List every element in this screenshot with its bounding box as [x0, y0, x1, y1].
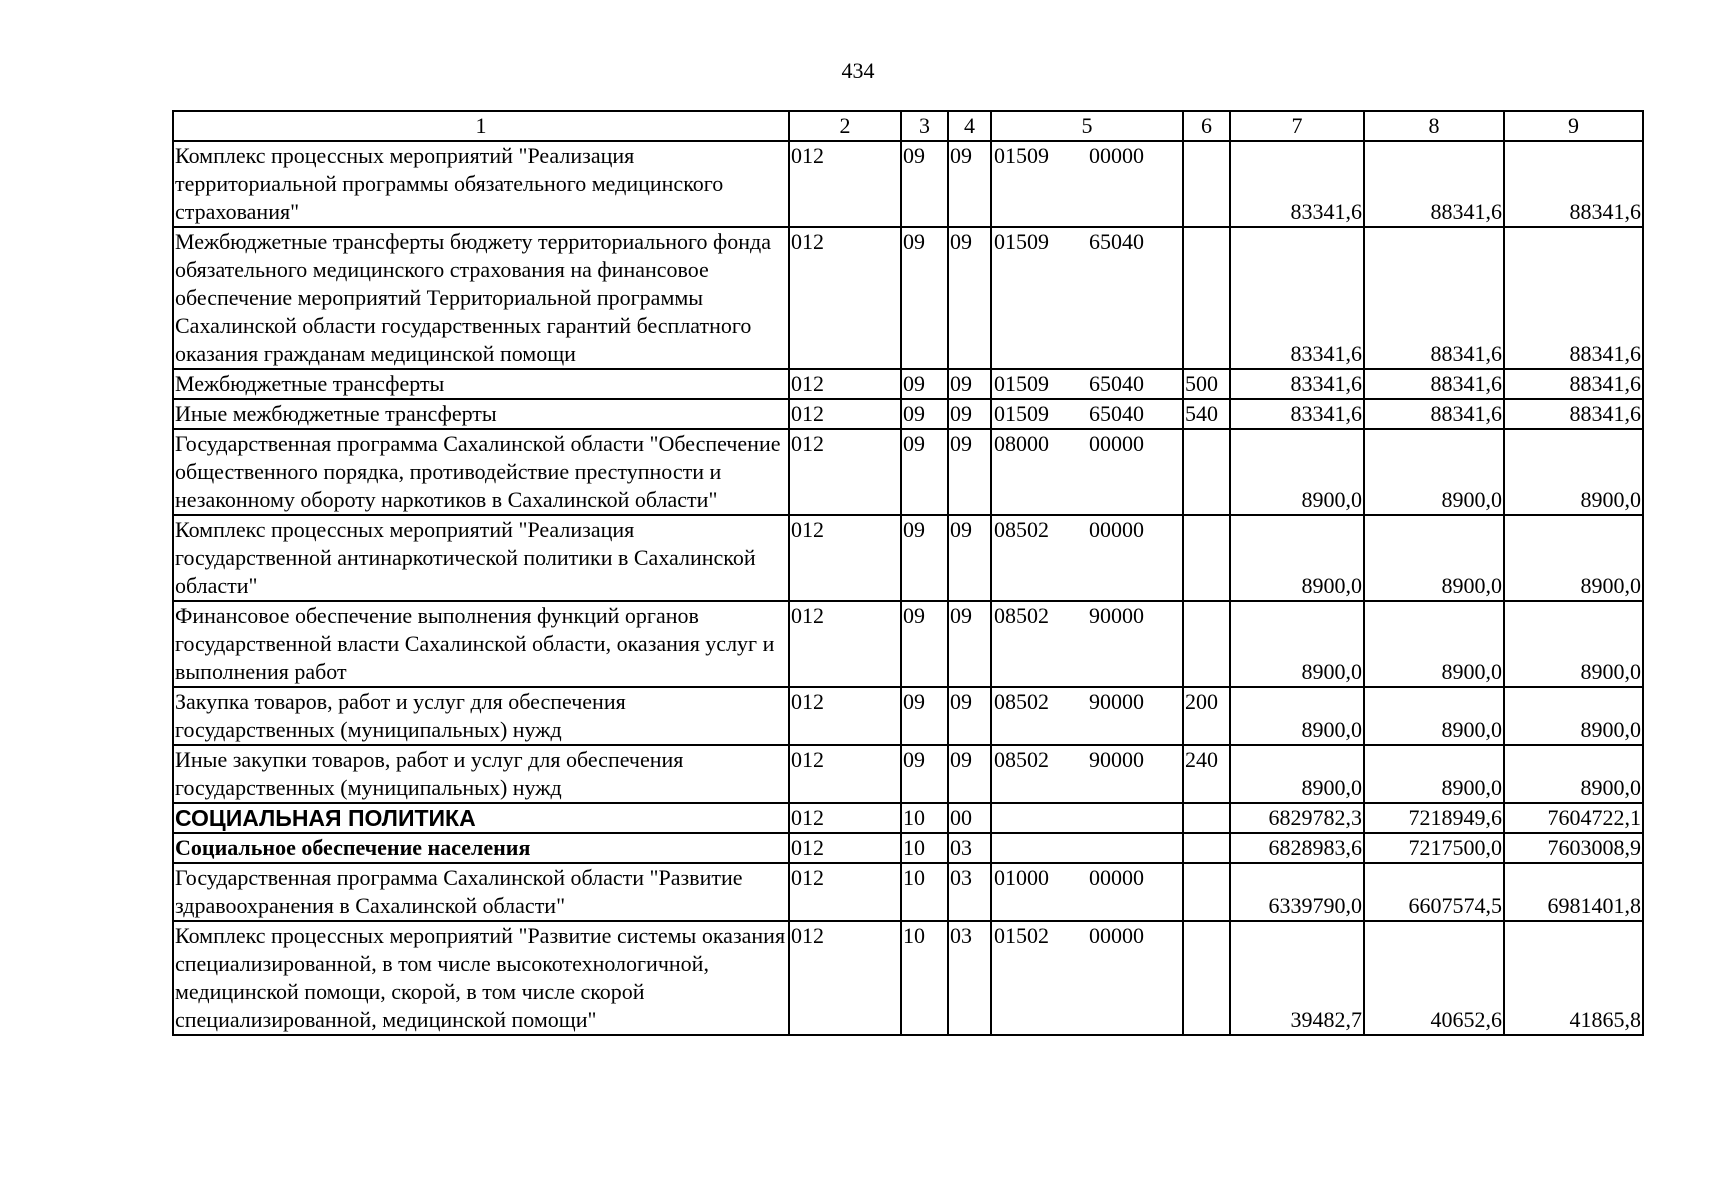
code-expense-type: [1183, 227, 1230, 369]
header-row: [173, 111, 1643, 141]
amount-col-9: 88341,6: [1504, 399, 1643, 429]
column-header-5: 5: [991, 111, 1183, 141]
row-name: Комплекс процессных мероприятий "Реализация государственной антинаркотической политики в Сахалинской области": [173, 515, 789, 601]
row-name: Финансовое обеспечение выполнения функций органов государственной власти Сахалинской области, оказания услуг и выполнения работ: [173, 601, 789, 687]
row-name: Государственная программа Сахалинской области "Обеспечение общественного порядка, противодействие преступности и незаконному обороту наркотиков в Сахалинской области": [173, 429, 789, 515]
code-section: 09: [901, 745, 948, 803]
row-name: Социальное обеспечение населения: [173, 833, 789, 863]
amount-col-8: 88341,6: [1364, 141, 1504, 227]
target-code-program: 08502: [994, 689, 1049, 714]
code-ministry: 012: [789, 803, 901, 833]
target-code-direction: 00000: [1089, 865, 1144, 890]
code-expense-type: 540: [1183, 399, 1230, 429]
code-target-article: [991, 369, 1183, 399]
column-header-4: 4: [948, 111, 991, 141]
amount-col-7: 6829782,3: [1230, 803, 1364, 833]
code-subsection: 09: [948, 515, 991, 601]
amount-col-9: 8900,0: [1504, 601, 1643, 687]
code-subsection: 09: [948, 601, 991, 687]
code-subsection: 09: [948, 141, 991, 227]
column-header-1: 1: [173, 111, 789, 141]
target-code-direction: 90000: [1089, 689, 1144, 714]
code-target-article: [991, 803, 1183, 833]
code-expense-type: 240: [1183, 745, 1230, 803]
row-name: Межбюджетные трансферты: [173, 369, 789, 399]
amount-col-8: 8900,0: [1364, 429, 1504, 515]
amount-col-7: 6339790,0: [1230, 863, 1364, 921]
code-expense-type: [1183, 601, 1230, 687]
amount-col-8: 8900,0: [1364, 515, 1504, 601]
amount-col-9: 7604722,1: [1504, 803, 1643, 833]
amount-col-9: 7603008,9: [1504, 833, 1643, 863]
code-section: 09: [901, 227, 948, 369]
code-expense-type: [1183, 515, 1230, 601]
amount-col-9: 41865,8: [1504, 921, 1643, 1035]
amount-col-8: 8900,0: [1364, 601, 1504, 687]
target-code-direction: 65040: [1089, 371, 1144, 396]
amount-col-9: 6981401,8: [1504, 863, 1643, 921]
code-ministry: 012: [789, 921, 901, 1035]
code-target-article: [991, 429, 1183, 515]
code-section: 09: [901, 601, 948, 687]
code-expense-type: [1183, 833, 1230, 863]
amount-col-8: 88341,6: [1364, 227, 1504, 369]
target-code-direction: 00000: [1089, 143, 1144, 168]
table-row: [173, 399, 1643, 429]
code-ministry: 012: [789, 227, 901, 369]
amount-col-9: 8900,0: [1504, 687, 1643, 745]
code-section: 09: [901, 399, 948, 429]
amount-col-8: 8900,0: [1364, 687, 1504, 745]
code-expense-type: [1183, 141, 1230, 227]
amount-col-7: 83341,6: [1230, 141, 1364, 227]
code-expense-type: 200: [1183, 687, 1230, 745]
target-code-direction: 90000: [1089, 747, 1144, 772]
table-row: [173, 863, 1643, 921]
code-target-article: [991, 833, 1183, 863]
budget-table: [172, 110, 1644, 1036]
target-code-program: 08502: [994, 603, 1049, 628]
code-target-article: [991, 227, 1183, 369]
code-subsection: 09: [948, 369, 991, 399]
target-code-program: 08502: [994, 517, 1049, 542]
row-name: Комплекс процессных мероприятий "Реализация территориальной программы обязательного медицинского страхования": [173, 141, 789, 227]
column-header-8: 8: [1364, 111, 1504, 141]
table-row: [173, 921, 1643, 1035]
target-code-program: 01509: [994, 229, 1049, 254]
target-code-direction: 00000: [1089, 923, 1144, 948]
code-subsection: 09: [948, 687, 991, 745]
amount-col-8: 40652,6: [1364, 921, 1504, 1035]
amount-col-9: 88341,6: [1504, 369, 1643, 399]
code-expense-type: 500: [1183, 369, 1230, 399]
code-subsection: 03: [948, 833, 991, 863]
amount-col-7: 8900,0: [1230, 601, 1364, 687]
code-ministry: 012: [789, 601, 901, 687]
budget-table-wrapper: [172, 110, 1644, 1036]
code-target-article: [991, 399, 1183, 429]
amount-col-8: 7218949,6: [1364, 803, 1504, 833]
code-target-article: [991, 601, 1183, 687]
amount-col-7: 83341,6: [1230, 227, 1364, 369]
amount-col-7: 8900,0: [1230, 745, 1364, 803]
table-row: [173, 687, 1643, 745]
amount-col-8: 8900,0: [1364, 745, 1504, 803]
amount-col-9: 8900,0: [1504, 745, 1643, 803]
code-ministry: 012: [789, 745, 901, 803]
code-ministry: 012: [789, 687, 901, 745]
amount-col-9: 8900,0: [1504, 429, 1643, 515]
column-header-9: 9: [1504, 111, 1643, 141]
code-expense-type: [1183, 429, 1230, 515]
code-expense-type: [1183, 803, 1230, 833]
code-target-article: [991, 515, 1183, 601]
code-ministry: 012: [789, 369, 901, 399]
target-code-direction: 65040: [1089, 401, 1144, 426]
page-number: 434: [841, 58, 875, 83]
amount-col-8: 7217500,0: [1364, 833, 1504, 863]
code-section: 10: [901, 863, 948, 921]
code-section: 10: [901, 803, 948, 833]
amount-col-7: 8900,0: [1230, 515, 1364, 601]
target-code-program: 08502: [994, 747, 1049, 772]
target-code-program: 01509: [994, 401, 1049, 426]
row-name: Иные межбюджетные трансферты: [173, 399, 789, 429]
code-ministry: 012: [789, 429, 901, 515]
amount-col-7: 8900,0: [1230, 687, 1364, 745]
code-subsection: 09: [948, 745, 991, 803]
row-name: Иные закупки товаров, работ и услуг для обеспечения государственных (муниципальных) нужд: [173, 745, 789, 803]
code-expense-type: [1183, 921, 1230, 1035]
code-subsection: 09: [948, 399, 991, 429]
code-section: 09: [901, 369, 948, 399]
code-ministry: 012: [789, 833, 901, 863]
target-code-program: 01509: [994, 143, 1049, 168]
target-code-direction: 00000: [1089, 517, 1144, 542]
row-name: Межбюджетные трансферты бюджету территориального фонда обязательного медицинского страхования на финансовое обеспечение мероприятий Территориальной программы Сахалинской области государственных гарантий бесплатного оказания гражданам медицинской помощи: [173, 227, 789, 369]
row-name: Закупка товаров, работ и услуг для обеспечения государственных (муниципальных) нужд: [173, 687, 789, 745]
column-header-6: 6: [1183, 111, 1230, 141]
amount-col-7: 83341,6: [1230, 399, 1364, 429]
code-target-article: [991, 921, 1183, 1035]
row-name: Государственная программа Сахалинской области "Развитие здравоохранения в Сахалинской области": [173, 863, 789, 921]
amount-col-7: 8900,0: [1230, 429, 1364, 515]
row-name: Комплекс процессных мероприятий "Развитие системы оказания специализированной, в том числе высокотехнологичной, медицинской помощи, скорой, в том числе скорой специализированной, медицинской помощи": [173, 921, 789, 1035]
table-row-subsection: [173, 833, 1643, 863]
target-code-program: 01509: [994, 371, 1049, 396]
amount-col-9: 8900,0: [1504, 515, 1643, 601]
table-row: [173, 429, 1643, 515]
code-subsection: 00: [948, 803, 991, 833]
code-target-article: [991, 687, 1183, 745]
column-header-7: 7: [1230, 111, 1364, 141]
code-ministry: 012: [789, 141, 901, 227]
row-name: СОЦИАЛЬНАЯ ПОЛИТИКА: [173, 803, 789, 833]
amount-col-7: 39482,7: [1230, 921, 1364, 1035]
code-subsection: 03: [948, 863, 991, 921]
table-row: [173, 515, 1643, 601]
target-code-direction: 65040: [1089, 229, 1144, 254]
code-ministry: 012: [789, 515, 901, 601]
code-section: 09: [901, 429, 948, 515]
column-header-3: 3: [901, 111, 948, 141]
code-section: 09: [901, 515, 948, 601]
target-code-direction: 00000: [1089, 431, 1144, 456]
amount-col-9: 88341,6: [1504, 141, 1643, 227]
amount-col-8: 6607574,5: [1364, 863, 1504, 921]
table-row: [173, 601, 1643, 687]
code-expense-type: [1183, 863, 1230, 921]
target-code-direction: 90000: [1089, 603, 1144, 628]
amount-col-8: 88341,6: [1364, 369, 1504, 399]
table-row: [173, 369, 1643, 399]
amount-col-8: 88341,6: [1364, 399, 1504, 429]
code-section: 09: [901, 141, 948, 227]
target-code-program: 01000: [994, 865, 1049, 890]
code-section: 10: [901, 833, 948, 863]
code-target-article: [991, 141, 1183, 227]
code-subsection: 03: [948, 921, 991, 1035]
column-header-2: 2: [789, 111, 901, 141]
code-section: 09: [901, 687, 948, 745]
table-row: [173, 141, 1643, 227]
amount-col-7: 83341,6: [1230, 369, 1364, 399]
code-ministry: 012: [789, 863, 901, 921]
code-subsection: 09: [948, 227, 991, 369]
amount-col-7: 6828983,6: [1230, 833, 1364, 863]
code-target-article: [991, 863, 1183, 921]
table-row: [173, 745, 1643, 803]
code-ministry: 012: [789, 399, 901, 429]
code-subsection: 09: [948, 429, 991, 515]
target-code-program: 08000: [994, 431, 1049, 456]
table-row: [173, 227, 1643, 369]
code-target-article: [991, 745, 1183, 803]
table-row-section: [173, 803, 1643, 833]
target-code-program: 01502: [994, 923, 1049, 948]
amount-col-9: 88341,6: [1504, 227, 1643, 369]
code-section: 10: [901, 921, 948, 1035]
